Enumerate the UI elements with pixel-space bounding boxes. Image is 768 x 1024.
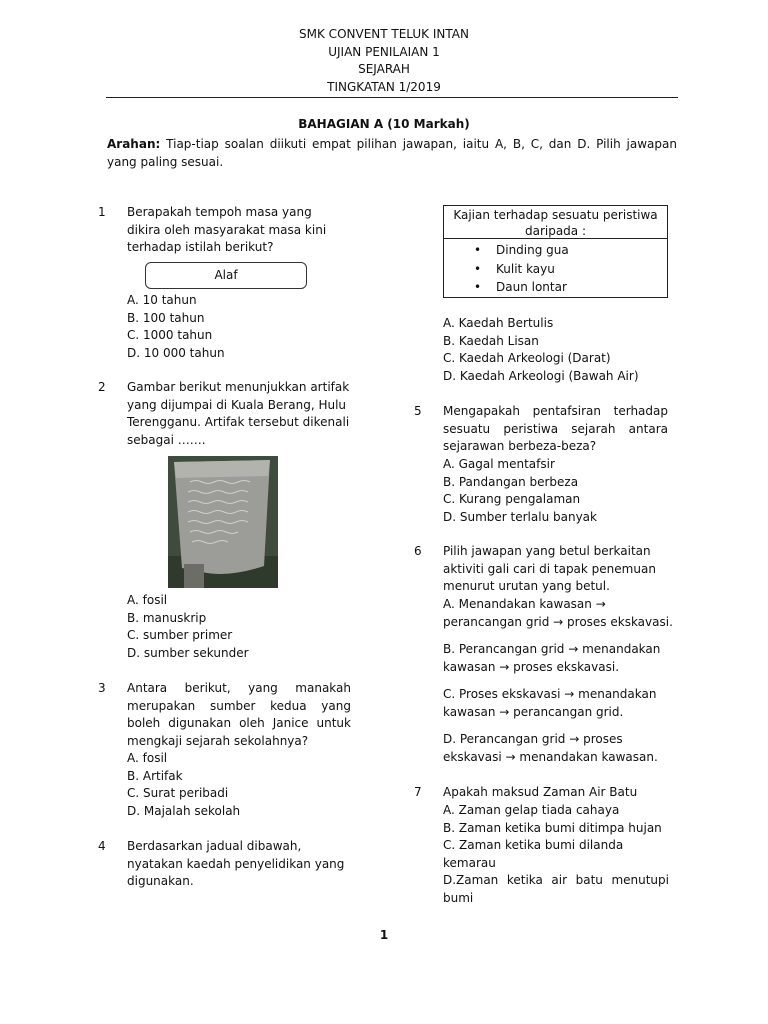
question-number: 5 bbox=[414, 404, 422, 418]
question-3-options bbox=[127, 750, 240, 820]
section-title: BAHAGIAN A (10 Markah) bbox=[298, 117, 470, 131]
question-text: Berdasarkan jadual dibawah, nyatakan kaedah penyelidikan yang digunakan. bbox=[127, 839, 345, 889]
option-c: C. Surat peribadi bbox=[127, 786, 229, 801]
instruction bbox=[107, 135, 677, 171]
artifact-photo bbox=[168, 456, 278, 588]
question-text: Antara berikut, yang manakah merupakan sumber kedua yang boleh digunakan oleh Janice untuk mengkaji sejarah sekolahnya? bbox=[127, 681, 351, 748]
question-5-options bbox=[443, 456, 597, 526]
question-number: 7 bbox=[414, 785, 422, 799]
option-b: B. Kaedah Lisan bbox=[443, 333, 539, 348]
question-text: Berapakah tempoh masa yang dikira oleh masyarakat masa kini terhadap istilah berikut? bbox=[127, 205, 327, 255]
term-box: Alaf bbox=[145, 262, 307, 289]
bullet-icon: • bbox=[474, 280, 482, 294]
bullet-icon: • bbox=[474, 261, 482, 276]
question-number: 1 bbox=[98, 205, 106, 219]
document-header bbox=[0, 26, 768, 96]
option-b: B. 100 tahun bbox=[127, 310, 205, 325]
option-d: D. Sumber terlalu banyak bbox=[443, 509, 597, 524]
table-header: Kajian terhadap sesuatu peristiwa daripada : bbox=[444, 206, 667, 239]
option-c: C. 1000 tahun bbox=[127, 328, 213, 343]
option-b: B. Artifak bbox=[127, 768, 183, 783]
question-1-options bbox=[127, 292, 225, 362]
instruction-label: Arahan: bbox=[107, 137, 161, 151]
page-number: 1 bbox=[379, 928, 389, 942]
option-d: D. 10 000 tahun bbox=[127, 345, 225, 360]
question-number: 6 bbox=[414, 544, 422, 558]
question-6-option-c: C. Proses ekskavasi → menandakan kawasan → perancangan grid. bbox=[443, 687, 657, 719]
option-b: B. manuskrip bbox=[127, 610, 207, 625]
question-6-option-a: A. Menandakan kawasan → perancangan grid → proses ekskavasi. bbox=[443, 597, 673, 629]
option-a: A. Gagal mentafsir bbox=[443, 457, 555, 471]
exam-name: UJIAN PENILAIAN 1 bbox=[328, 44, 440, 59]
question-number: 2 bbox=[98, 380, 106, 394]
question-text: Mengapakah pentafsiran terhadap sesuatu peristiwa sejarah antara sejarawan berbeza-beza? bbox=[443, 404, 668, 454]
option-d: D. Majalah sekolah bbox=[127, 803, 241, 818]
option-b: B. Zaman ketika bumi ditimpa hujan bbox=[443, 820, 662, 835]
table-item: • Daun lontar bbox=[474, 278, 667, 297]
option-a: A. Kaedah Bertulis bbox=[443, 316, 554, 330]
option-a: A. fosil bbox=[127, 593, 168, 607]
table-body bbox=[444, 239, 667, 297]
school-name: SMK CONVENT TELUK INTAN bbox=[299, 27, 469, 41]
question-number: 4 bbox=[98, 839, 106, 853]
level-name: TINGKATAN 1/2019 bbox=[327, 79, 441, 94]
inscribed-stone-icon bbox=[168, 456, 278, 588]
option-a: A. 10 tahun bbox=[127, 293, 197, 307]
question-number: 3 bbox=[98, 681, 106, 695]
table-item: • Dinding gua bbox=[474, 241, 667, 260]
question-2-options bbox=[127, 592, 249, 662]
option-c: C. Kurang pengalaman bbox=[443, 492, 581, 507]
option-d: D.Zaman ketika air batu menutupi bumi bbox=[443, 873, 669, 905]
option-a: A. fosil bbox=[127, 751, 168, 765]
option-d: D. Kaedah Arkeologi (Bawah Air) bbox=[443, 368, 639, 383]
option-d: D. sumber sekunder bbox=[127, 645, 249, 660]
option-c: C. Kaedah Arkeologi (Darat) bbox=[443, 351, 611, 366]
question-7-options bbox=[443, 802, 669, 908]
question-6-option-d: D. Perancangan grid → proses ekskavasi → menandakan kawasan. bbox=[443, 732, 658, 764]
question-6-option-b: B. Perancangan grid → menandakan kawasan → proses ekskavasi. bbox=[443, 642, 661, 674]
question-text: Pilih jawapan yang betul berkaitan aktiviti gali cari di tapak penemuan menurut urutan yang betul. bbox=[443, 544, 656, 594]
instruction-text: Tiap-tiap soalan diikuti empat pilihan jawapan, iaitu A, B, C, dan D. Pilih jawapan yang paling sesuai. bbox=[107, 137, 677, 169]
option-b: B. Pandangan berbeza bbox=[443, 474, 579, 489]
header-divider bbox=[106, 97, 678, 98]
table-item: • Kulit kayu bbox=[474, 260, 667, 279]
option-c: C. Zaman ketika bumi dilanda kemarau bbox=[443, 838, 624, 870]
method-table bbox=[443, 205, 668, 298]
option-c: C. sumber primer bbox=[127, 628, 233, 643]
question-text: Apakah maksud Zaman Air Batu bbox=[443, 785, 638, 799]
question-text: Gambar berikut menunjukkan artifak yang dijumpai di Kuala Berang, Hulu Terengganu. Artifak tersebut dikenali sebagai ……. bbox=[127, 380, 350, 447]
subject-name: SEJARAH bbox=[358, 62, 410, 76]
option-a: A. Zaman gelap tiada cahaya bbox=[443, 803, 620, 817]
bullet-icon: • bbox=[474, 243, 482, 257]
question-4-options bbox=[443, 315, 639, 385]
